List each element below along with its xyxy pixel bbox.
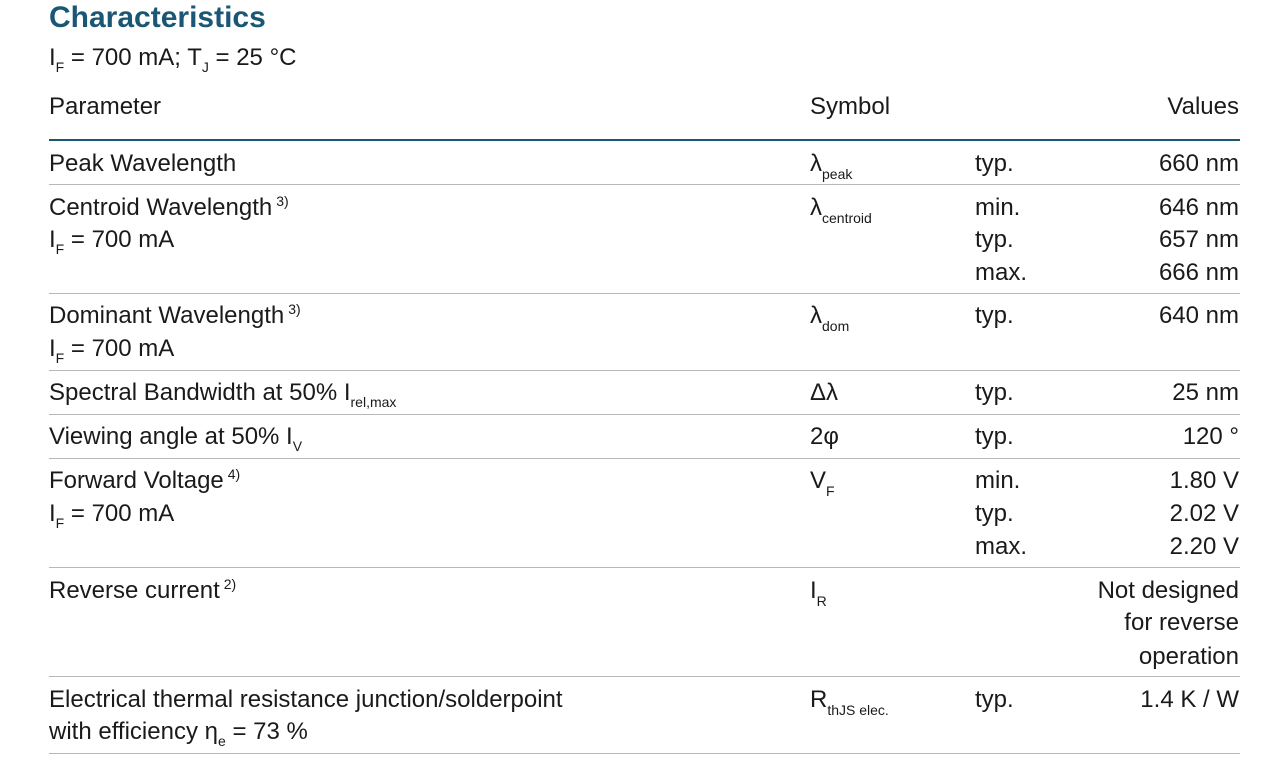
param-condition [49, 332, 174, 368]
symbol-sub: R [816, 593, 827, 609]
symbol-cell: Δλ [810, 379, 839, 406]
symbol-sub: centroid [822, 210, 872, 226]
row-divider [49, 293, 1240, 294]
cond-text: I [49, 500, 56, 527]
value: 1.4 K / W [1140, 686, 1239, 713]
value: 2.02 V [1169, 500, 1239, 527]
header-parameter: Parameter [49, 93, 162, 120]
symbol-cell [810, 464, 835, 500]
qualifier: typ. [975, 423, 1014, 450]
qualifier: min. [975, 194, 1021, 221]
cond-sub: F [55, 241, 65, 257]
cond-text: with efficiency η [49, 718, 218, 745]
value: 666 nm [1158, 259, 1239, 286]
qualifier: typ. [975, 500, 1014, 527]
qualifier: typ. [975, 302, 1014, 329]
cond-sub: e [217, 733, 226, 749]
param-condition [49, 223, 174, 259]
footnote-ref: 4) [227, 466, 241, 482]
cond-text: I [49, 44, 56, 71]
qualifier: max. [975, 533, 1028, 560]
param-label: Peak Wavelength [49, 150, 237, 177]
page-title: Characteristics [49, 1, 266, 34]
param-text: Forward Voltage [49, 467, 224, 494]
param-label [49, 574, 236, 610]
cond-text: = 73 % [225, 718, 308, 745]
test-conditions [49, 44, 297, 75]
row-divider [49, 370, 1240, 371]
symbol-cell [810, 683, 889, 719]
cond-sub: F [55, 350, 65, 366]
param-sub: rel,max [350, 394, 397, 410]
value: for reverse [1124, 609, 1239, 636]
cond-sub: F [55, 59, 65, 75]
cond-text: I [49, 226, 56, 253]
symbol-sub: peak [822, 166, 853, 182]
footnote-ref: 2) [223, 576, 237, 592]
param-text: Reverse current [49, 577, 220, 604]
value: 646 nm [1158, 194, 1239, 221]
symbol-sub: thJS elec. [827, 702, 889, 718]
value: 1.80 V [1169, 467, 1239, 494]
cond-text: = 700 mA [64, 500, 175, 527]
qualifier: typ. [975, 150, 1014, 177]
symbol-cell: 2φ [810, 423, 839, 450]
value: 640 nm [1158, 302, 1239, 329]
symbol-cell [810, 574, 827, 610]
value: 2.20 V [1169, 533, 1239, 560]
qualifier: min. [975, 467, 1021, 494]
param-label [49, 376, 396, 412]
header-values: Values [1167, 93, 1239, 120]
param-condition [49, 715, 308, 751]
value: 25 nm [1172, 379, 1239, 406]
symbol-text: V [810, 467, 827, 494]
cond-text: = 700 mA; T [64, 44, 202, 71]
symbol-text: λ [810, 302, 822, 329]
value: 660 nm [1158, 150, 1239, 177]
footnote-ref: 3) [276, 193, 289, 209]
cond-text: = 700 mA [64, 335, 175, 362]
param-sub: V [292, 438, 303, 454]
row-divider [49, 458, 1240, 459]
cond-sub: J [201, 59, 209, 75]
param-label [49, 299, 301, 335]
row-divider [49, 753, 1240, 754]
param-condition [49, 497, 174, 533]
value: 120 ° [1182, 423, 1239, 450]
qualifier: typ. [975, 226, 1014, 253]
cond-text: = 25 °C [208, 44, 297, 71]
symbol-sub: dom [822, 318, 850, 334]
symbol-text: R [810, 686, 828, 713]
symbol-text: λ [810, 194, 822, 221]
symbol-text: I [810, 577, 817, 604]
cond-sub: F [55, 515, 65, 531]
qualifier: typ. [975, 379, 1014, 406]
param-label [49, 191, 289, 227]
row-divider [49, 414, 1240, 415]
symbol-cell [810, 147, 852, 183]
header-symbol: Symbol [810, 93, 891, 120]
value: 657 nm [1158, 226, 1239, 253]
param-label [49, 464, 240, 500]
param-label [49, 420, 302, 456]
symbol-sub: F [826, 483, 835, 499]
cond-text: I [49, 335, 56, 362]
param-text: Viewing angle at 50% I [49, 423, 293, 450]
symbol-cell [810, 191, 872, 227]
param-text: Spectral Bandwidth at 50% I [49, 379, 351, 406]
value: Not designed [1097, 577, 1239, 604]
cond-text: = 700 mA [64, 226, 175, 253]
value: operation [1138, 643, 1239, 670]
row-divider [49, 567, 1240, 568]
param-text: Centroid Wavelength [49, 194, 273, 221]
symbol-cell [810, 299, 849, 335]
row-divider [49, 184, 1240, 185]
qualifier: max. [975, 259, 1028, 286]
symbol-text: λ [810, 150, 822, 177]
param-text: Dominant Wavelength [49, 302, 285, 329]
row-divider [49, 676, 1240, 677]
param-label: Electrical thermal resistance junction/solderpoint [49, 686, 563, 713]
header-divider [49, 139, 1240, 141]
footnote-ref: 3) [288, 301, 301, 317]
qualifier: typ. [975, 686, 1014, 713]
